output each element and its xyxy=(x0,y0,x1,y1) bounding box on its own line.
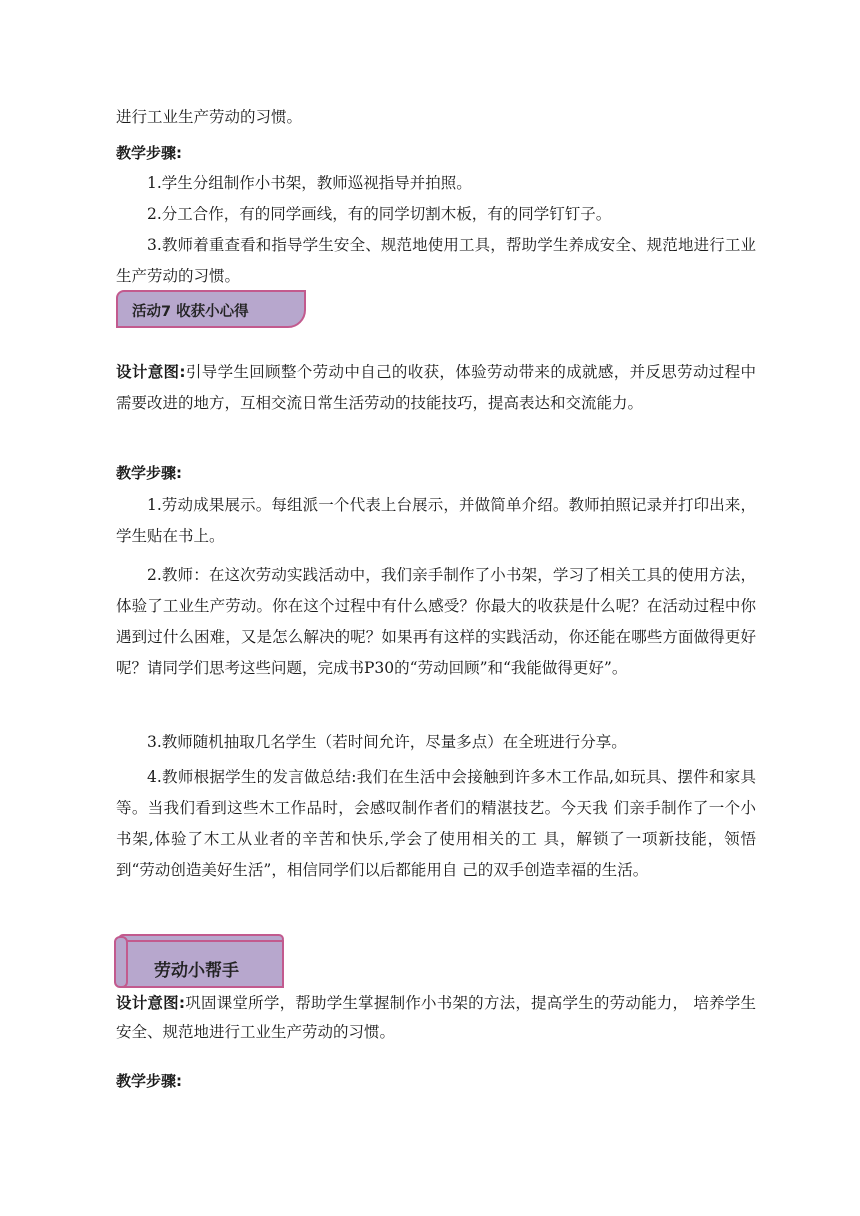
step-item: 3.教师着重查看和指导学生安全、规范地使用工具，帮助学生养成安全、规范地进行工业生产劳动的习惯。 xyxy=(116,236,756,285)
step-item: 1.学生分组制作小书架，教师巡视指导并拍照。 xyxy=(147,174,472,192)
paragraph-continuation: 进行工业生产劳动的习惯。 xyxy=(116,108,303,126)
activity-7-banner xyxy=(116,290,306,328)
design-intent-paragraph xyxy=(116,357,756,419)
activity-7-title: 活动7 收获小心得 xyxy=(132,304,249,320)
steps-heading: 教学步骤: xyxy=(116,464,182,482)
labor-helper-title: 劳动小帮手 xyxy=(154,961,239,981)
design-intent-text: 引导学生回顾整个劳动中自己的收获，体验劳动带来的成就感，并反思劳动过程中需要改进的地方，互相交流日常生活劳动的技能技巧，提高表达和交流能力。 xyxy=(116,363,756,412)
step-item: 1.劳动成果展示。每组派一个代表上台展示，并做简单介绍。教师拍照记录并打印出来，学生贴在书上。 xyxy=(116,496,756,545)
steps-heading: 教学步骤: xyxy=(116,1072,182,1090)
design-intent-label: 设计意图: xyxy=(116,363,186,381)
scroll-left-roll xyxy=(114,936,128,988)
step-item: 4.教师根据学生的发言做总结:我们在生活中会接触到许多木工作品,如玩具、摆件和家具等。当我们看到这些木工作品时，会感叹制作者们的精湛技艺。今天我 们亲手制作了一个小书架,体验了木工从业者的辛苦和快乐,学会了使用相关的工 具，解锁了一项新技能，领悟到“劳动创造美好生活”，相信同学们以后都能用自 己的双手创造幸福的生活。 xyxy=(116,768,756,879)
step-item: 2.分工合作，有的同学画线，有的同学切割木板，有的同学钉钉子。 xyxy=(147,205,612,223)
design-intent-text: 巩固课堂所学，帮助学生掌握制作小书架的方法，提高学生的劳动能力， 培养学生安全、规范地进行工业生产劳动的习惯。 xyxy=(116,994,757,1041)
design-intent-label: 设计意图: xyxy=(116,994,186,1012)
labor-helper-banner xyxy=(112,932,288,990)
design-intent-paragraph xyxy=(116,989,756,1047)
steps-heading: 教学步骤: xyxy=(116,144,182,162)
step-item: 3.教师随机抽取几名学生（若时间允许，尽量多点）在全班进行分享。 xyxy=(147,733,627,751)
step-item: 2.教师：在这次劳动实践活动中，我们亲手制作了小书架，学习了相关工具的使用方法，体验了工业生产劳动。你在这个过程中有什么感受？你最大的收获是什么呢？在活动过程中你遇到过什么困难，又是怎么解决的呢？如果再有这样的实践活动，你还能在哪些方面做得更好呢？请同学们思考这些问题，完成书P30的“劳动回顾”和“我能做得更好”。 xyxy=(116,566,756,677)
